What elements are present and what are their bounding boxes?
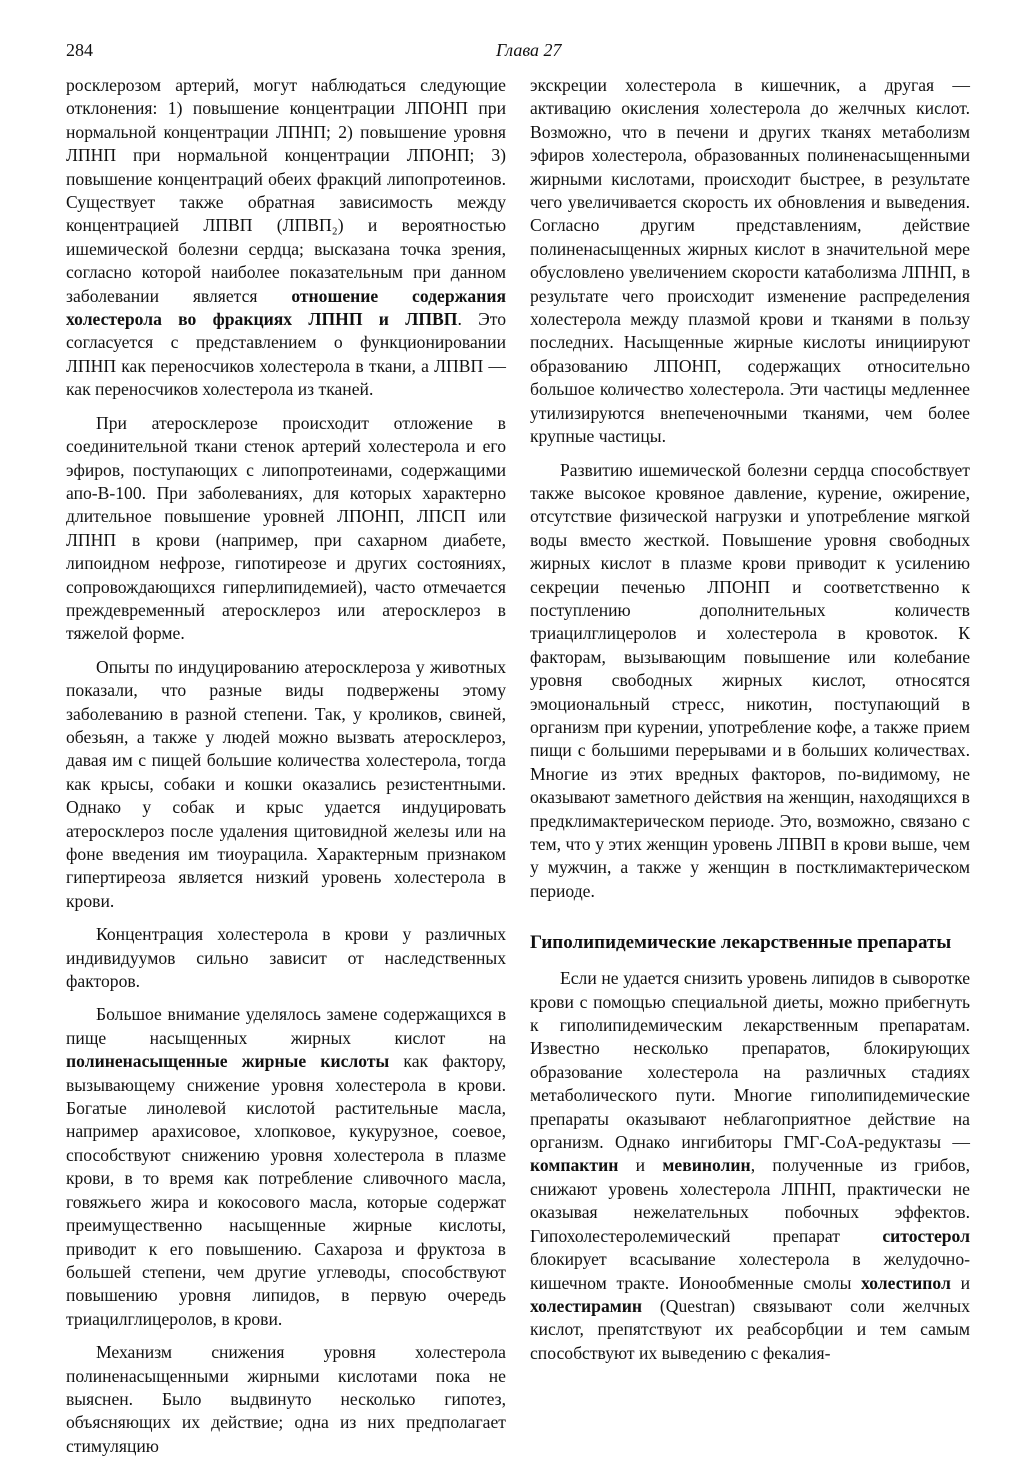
page-header (66, 40, 966, 64)
bold-term: компактин (530, 1155, 619, 1176)
paragraph: При атеросклерозе происходит отложение в соединительной ткани стенок артерий холестерола и его эфиров, поступающих с липопротеинами, содержащими апо-В-100. При заболеваниях, для которых характерно длительное повышение уровней ЛПОНП, ЛПСП или ЛПНП в крови (например, при сахарном диабете, липоидном нефрозе, гипотиреозе и других состояниях, сопровождающихся гиперлипидемией), часто отмечается преждевременный атеросклероз или атеросклероз в тяжелой форме. (66, 412, 506, 644)
paragraph: Механизм снижения уровня холестерола полиненасыщенными жирными кислотами пока не выяснен. Было выдвинуто несколько гипотез, объясняющих их действие; одна из них предполагает стимуляцию (66, 1342, 506, 1456)
paragraph: Концентрация холестерола в крови у различных индивидуумов сильно зависит от наследственных факторов. (66, 924, 506, 992)
bold-term: мевинолин (662, 1155, 751, 1176)
paragraph: росклерозом артерий, могут наблюдаться следующие отклонения: 1) повышение концентрации ЛПОНП при нормальной концентрации ЛПНП; 2) повышение уровня ЛПНП при нормальной концентрации ЛПОНП; 3) повышение концентраций обеих фракций липопротеинов. Существует также обратная зависимость между концентрацией ЛПВП (ЛПВП₂) и вероятностью ишемической болезни сердца; высказана точка зрения, согласно которой наиболее показательным при данном заболевании является отношение содержания холестерола во фракциях ЛПНП и ЛПВП. Это согласуется с представлением о функционировании ЛПНП как переносчиков холестерола в ткани, а ЛПВП — как переносчиков холестерола из тканей. (66, 75, 507, 400)
bold-term: холестирамин (530, 1295, 643, 1316)
paragraph: Большое внимание уделялось замене содержащихся в пище насыщенных жирных кислот на полиненасыщенные жирные кислоты как фактору, вызывающему снижение уровня холестерола в крови. Богатые линолевой кислотой растительные масла, например арахисовое, хлопковое, кукурузное, соевое, способствуют снижению уровня холестерола в плазме крови, в то время как потребление сливочного масла, говяжьего жира и кокосового масла, которые содержат преимущественно насыщенные жирные кислоты, приводит к его повышению. Сахароза и фруктоза в большей степени, чем другие углеводы, способствуют повышению уровня липидов, в первую очередь триацилглицеролов, в крови. (66, 1004, 506, 1329)
bold-term: полиненасыщенные жирные кислоты (66, 1051, 390, 1072)
paragraph: Опыты по индуцированию атеросклероза у животных показали, что разные виды подвержены этому заболеванию в разной степени. Так, у кроликов, свиней, обезьян, а также у людей можно вызвать атеросклероз, давая им с пищей большие количества холестерола, тогда как крысы, собаки и кошки оказались резистентными. Однако у собак и крыс удается индуцировать атеросклероз после удаления щитовидной железы или на фоне введения им тиоурацила. Характерным признаком гипертиреоза является низкий уровень холестерола в крови. (66, 656, 506, 911)
bold-term: ситостерол (882, 1225, 970, 1246)
section-heading: Гиполипидемические лекарственные препараты (530, 932, 952, 954)
page-number: 284 (66, 40, 93, 60)
right-column (530, 74, 970, 1375)
paragraph: Если не удается снизить уровень липидов в сыворотке крови с помощью специальной диеты, можно прибегнуть к гиполипидемическим лекарственным препаратам. Известно несколько препаратов, блокирующих образование холестерола на различных стадиях метаболического пути. Многие гиполипидемические препараты оказывают неблагоприятное действие на организм. Однако ингибиторы ГМГ-СоА-редуктазы — компактин и мевинолин, полученные из грибов, снижают уровень холестерола ЛПНП, практически не оказывая нежелательных побочных эффектов. Гипохолестеролемический препарат ситостерол блокирует всасывание холестерола в желудочно-кишечном тракте. Ионообменные смолы холестипол и холестирамин (Questran) связывают соли желчных кислот, препятствуют их реабсорбции и тем самым способствуют их выведению с фекалия- (530, 968, 970, 1363)
paragraph: экскреции холестерола в кишечник, а другая — активацию окисления холестерола до желчных кислот. Возможно, что в печени и других тканях метаболизм эфиров холестерола, образованных полиненасыщенными жирными кислотами, происходит быстрее, в результате чего увеличивается скорость их обновления и выведения. Согласно другим представлениям, действие полиненасыщенных жирных кислот в значительной мере обусловлено увеличением скорости катаболизма ЛПНП, в результате чего происходит изменение распределения холестерола между плазмой крови и тканями в пользу последних. Насыщенные жирные кислоты инициируют образованию ЛПОНП, содержащих относительно большое количество холестерола. Эти частицы медленнее утилизируются внепеченочными тканями, чем более крупные частицы. (530, 75, 970, 447)
running-head: Глава 27 (496, 40, 562, 60)
bold-term: холестипол (861, 1272, 951, 1293)
bold-term: отношение содержания холестерола во фракциях ЛПНП и ЛПВП (66, 285, 506, 330)
left-column (66, 74, 506, 1468)
paragraph: Развитию ишемической болезни сердца способствует также высокое кровяное давление, курение, ожирение, отсутствие физической нагрузки и употребление мягкой воды вместо жесткой. Повышение уровня свободных жирных кислот в плазме крови приводит к усилению секреции печенью ЛПОНП и соответственно к поступлению дополнительных количеств триацилглицеролов и холестерола в кровоток. К факторам, вызывающим повышение или колебание уровня свободных жирных кислот, относятся эмоциональный стресс, никотин, поступающий в организм при курении, употребление кофе, а также прием пищи с большими перерывами и в больших количествах. Многие из этих вредных факторов, по-видимому, не оказывают заметного действия на женщин, находящихся в предклимактерическом периоде. Это, возможно, связано с тем, что у этих женщин уровень ЛПВП в крови выше, чем у мужчин, а также у женщин в постклимактерическом периоде. (530, 459, 970, 901)
